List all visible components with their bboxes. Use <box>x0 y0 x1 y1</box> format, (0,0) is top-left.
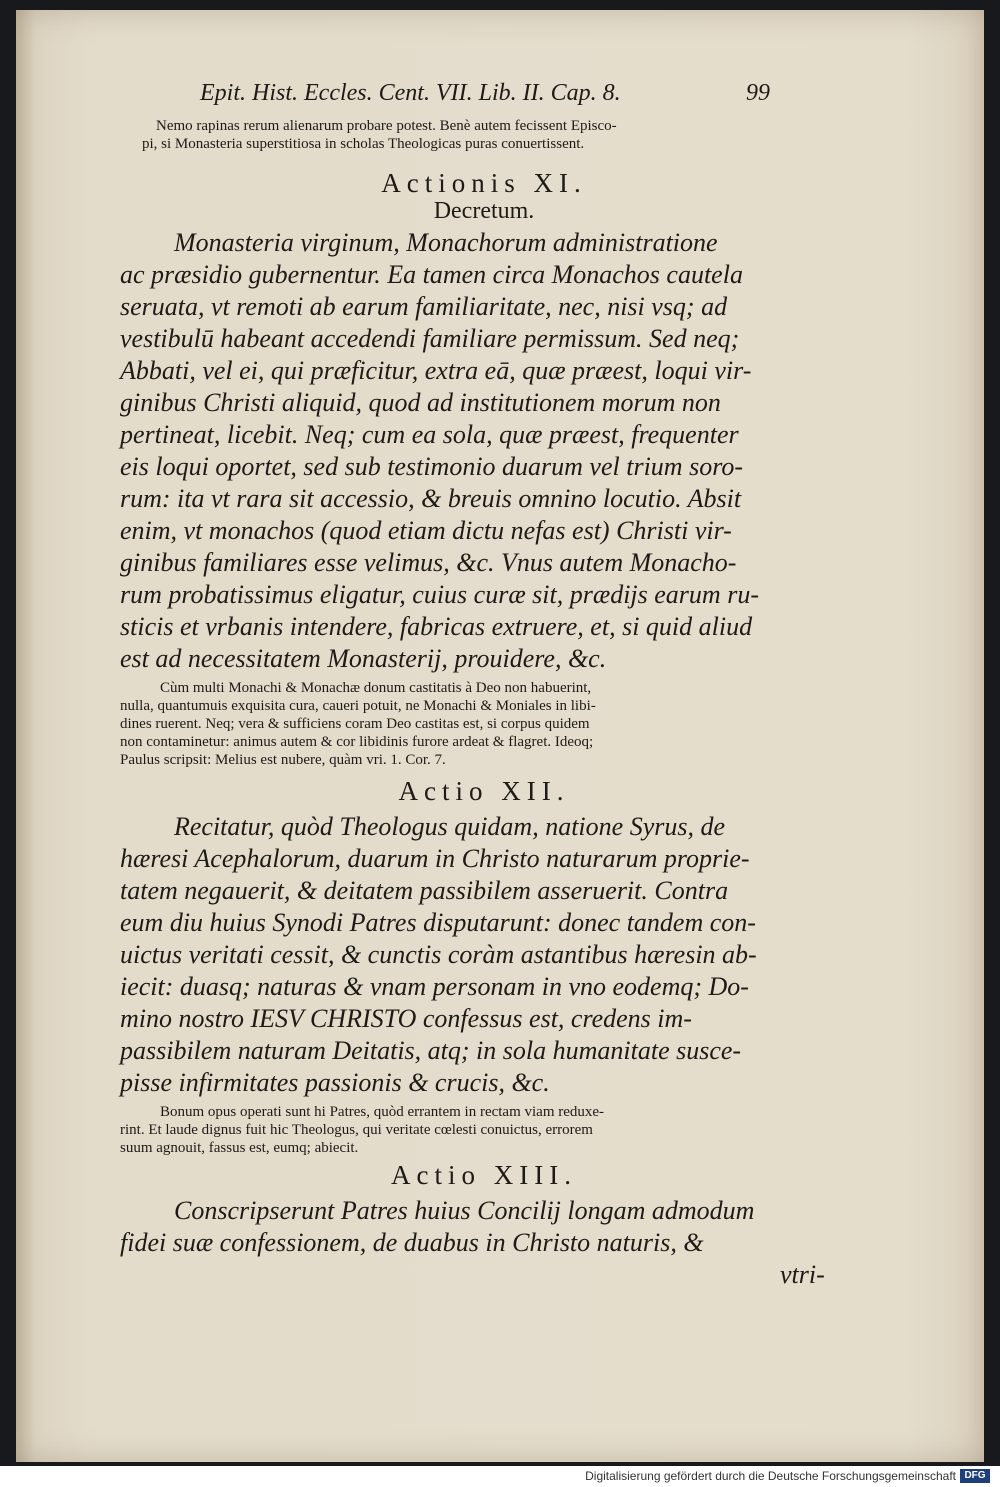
body-line: iecit: duasq; naturas & vnam personam in vno eodemq; Do- <box>120 972 749 1001</box>
note-line: rint. Et laude dignus fuit hic Theologus, qui veritate cœlesti conuictus, errorem <box>120 1122 593 1138</box>
catchword: vtri- <box>780 1260 825 1289</box>
body-line: vestibulū habeant accedendi familiare permissum. Sed neq; <box>120 324 740 353</box>
body-line: hæresi Acephalorum, duarum in Christo naturarum proprie- <box>120 844 750 873</box>
intro-note-line: pi, si Monasteria superstitiosa in scholas Theologicas puras conuertissent. <box>142 136 585 152</box>
note-line: suum agnouit, fassus est, eumq; abiecit. <box>120 1140 359 1156</box>
body-line: ginibus Christi aliquid, quod ad institutionem morum non <box>120 388 721 417</box>
footer-bar <box>0 1466 1000 1487</box>
note-line: Paulus scripsit: Melius est nubere, quàm vri. 1. Cor. 7. <box>120 752 446 768</box>
body-line: sticis et vrbanis intendere, fabricas extruere, et, si quid aliud <box>120 612 753 641</box>
note-line: Bonum opus operati sunt hi Patres, quòd errantem in rectam viam reduxe- <box>160 1104 605 1120</box>
body-line: eum diu huius Synodi Patres disputarunt: donec tandem con- <box>120 908 756 937</box>
body-line: tatem negauerit, & deitatem passibilem asseruerit. Contra <box>120 876 729 905</box>
section-heading-xii: Actio XII. <box>398 776 570 806</box>
section-subheading-decretum: Decretum. <box>433 198 535 224</box>
note-line: dines ruerent. Neq; vera & sufficiens coram Deo castitas est, si corpus quidem <box>120 716 590 732</box>
dfg-logo: DFG <box>960 1469 990 1483</box>
running-head <box>200 80 770 107</box>
digitization-credit: Digitalisierung gefördert durch die Deutsche Forschungsgemeinschaft <box>585 1469 956 1483</box>
body-line: pertineat, licebit. Neq; cum ea sola, quæ præest, frequenter <box>120 420 739 449</box>
body-line: ginibus familiares esse velimus, &c. Vnus autem Monacho- <box>120 548 737 577</box>
body-line: enim, vt monachos (quod etiam dictu nefas est) Christi vir- <box>120 516 732 545</box>
body-line: ac præsidio gubernentur. Ea tamen circa Monachos cautela <box>120 260 743 289</box>
body-line: Recitatur, quòd Theologus quidam, natione Syrus, de <box>174 812 726 841</box>
body-line: Conscripserunt Patres huius Concilij longam admodum <box>174 1196 755 1225</box>
body-line: eis loqui oportet, sed sub testimonio duarum vel trium soro- <box>120 452 744 481</box>
body-line: pisse infirmitates passionis & crucis, &c. <box>120 1068 550 1097</box>
intro-note-line: Nemo rapinas rerum alienarum probare potest. Benè autem fecissent Episco- <box>156 118 617 134</box>
body-line: fidei suæ confessionem, de duabus in Christo naturis, & <box>120 1228 704 1257</box>
body-line: rum: ita vt rara sit accessio, & breuis omnino locutio. Absit <box>120 484 742 513</box>
body-line: Monasteria virginum, Monachorum administratione <box>174 228 718 257</box>
note-line: Cùm multi Monachi & Monachæ donum castitatis à Deo non habuerint, <box>160 680 592 696</box>
body-line: passibilem naturam Deitatis, atq; in sola humanitate susce- <box>120 1036 742 1065</box>
page-number: 99 <box>746 80 770 106</box>
section-heading-xi: Actionis XI. <box>381 168 587 198</box>
note-line: non contaminetur: animus autem & cor libidinis furore ardeat & flagret. Ideoq; <box>120 734 594 750</box>
section-heading-xiii: Actio XIII. <box>391 1160 577 1190</box>
body-line: mino nostro IESV CHRISTO confessus est, credens im- <box>120 1004 692 1033</box>
body-line: rum probatissimus eligatur, cuius curæ sit, prædijs earum ru- <box>120 580 759 609</box>
body-line: seruata, vt remoti ab earum familiaritate, nec, nisi vsq; ad <box>120 292 728 321</box>
body-line: Abbati, vel ei, qui præficitur, extra eā, quæ præest, loqui vir- <box>120 356 752 385</box>
note-line: nulla, quantumuis exquisita cura, caueri potuit, ne Monachi & Moniales in libi- <box>120 698 596 714</box>
body-line: est ad necessitatem Monasterij, prouidere, &c. <box>120 644 607 673</box>
body-line: uictus veritati cessit, & cunctis coràm astantibus hæresin ab- <box>120 940 757 969</box>
running-head-title: Epit. Hist. Eccles. Cent. VII. Lib. II. Cap. 8. <box>200 80 621 106</box>
